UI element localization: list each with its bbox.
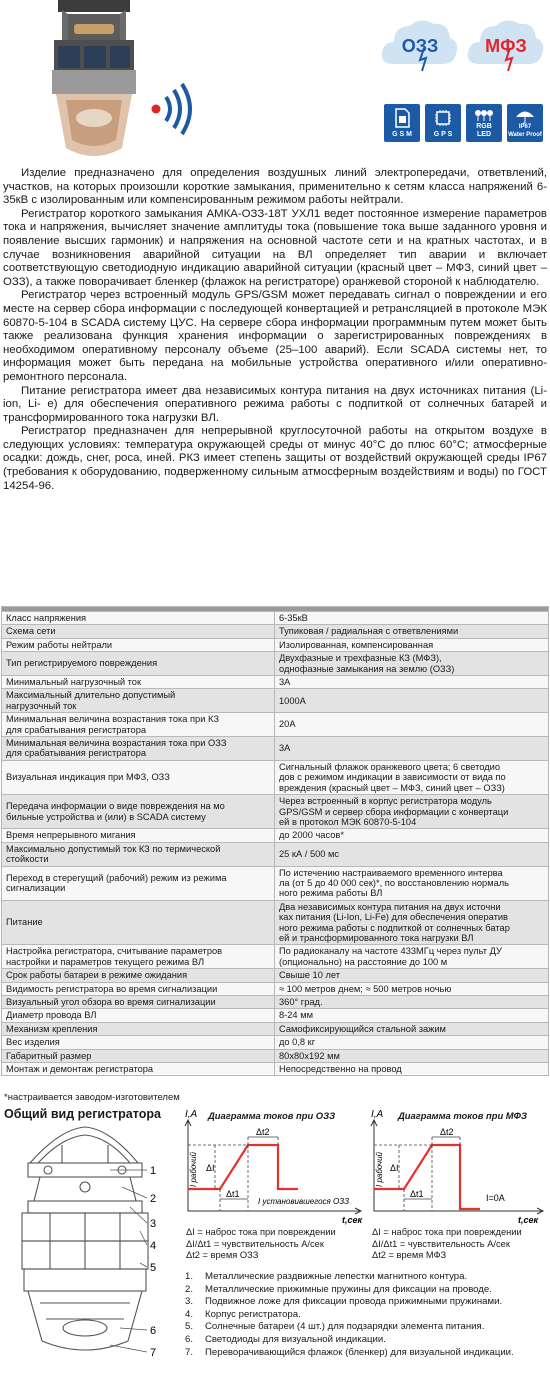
footnote: *настраивается заводом-изготовителем <box>4 1092 180 1103</box>
registrator-drawing <box>0 1123 180 1373</box>
spec-value: Непосредственно на провод <box>275 1063 549 1076</box>
part-text: Переворачивающийся флажок (бленкер) для визуальной индикации. <box>205 1346 514 1358</box>
badge-ozz-label: ОЗЗ <box>401 36 439 56</box>
table-row <box>2 982 549 995</box>
spec-parameter: Визуальный угол обзора во время сигнализации <box>2 996 275 1009</box>
diagram-mfz-dt1: Δt1 <box>410 1189 424 1199</box>
spec-value: 25 кА / 500 мс <box>275 842 549 866</box>
part-number: 3. <box>185 1296 194 1308</box>
table-row <box>2 625 549 638</box>
callout-1: 1 <box>150 1165 157 1177</box>
spec-value: Свыше 10 лет <box>275 969 549 982</box>
table-row <box>2 969 549 982</box>
table-row <box>2 996 549 1009</box>
spec-parameter: Механизм крепления <box>2 1022 275 1035</box>
part-number: 2. <box>185 1283 194 1295</box>
spec-parameter: Передача информации о виде повреждения на мо бильные устройства и (или) в SCADA систему <box>2 795 275 829</box>
diagram-mfz-zero-label: I=0А <box>486 1193 505 1203</box>
spec-value: Самофиксирующийся стальной зажим <box>275 1022 549 1035</box>
diagram-ozz-x-axis: t,сек <box>342 1215 363 1225</box>
spec-parameter: Время непрерывного мигания <box>2 829 275 842</box>
callout-7: 7 <box>150 1347 157 1359</box>
spec-value: 360° град. <box>275 996 549 1009</box>
paragraph: Изделие предназначено для определения воздушных линий электропередачи, ответвлений, участков, на которых произошли короткие замыкания, применительно к сетям класса напряжений 6-35кВ с изолированным или компенсированным режимом работы нейтрали. <box>3 167 547 207</box>
part-text: Металлические раздвижные лепестки магнитного контура. <box>205 1271 468 1282</box>
spec-value: до 2000 часов* <box>275 829 549 842</box>
table-row <box>2 760 549 794</box>
spec-value: 8-24 мм <box>275 1009 549 1022</box>
diagram-ozz-steady-label: I установившегося ОЗЗ <box>258 1197 350 1206</box>
spec-table <box>1 606 549 1076</box>
paragraph: Регистратор через встроенный модуль GPS/GSM может передавать сигнал о повреждении и его месте на сервер сбора информации с последующей конвертацией и ретрансляцией в протоколе МЭК 60870-5-104 в SCADA систему ЦУС. На сервере сбора информации программным путем может быть также реализована функция хранения информации о зарегистрированных повреждениях в необходимом оперативному персоналу объеме (25–100 аварий). Если SCADA системы нет, то информация может быть передана на мобильные устройства оперативного и/или оперативно-ремонтного персонала. <box>3 289 547 383</box>
spec-value: Сигнальный флажок оранжевого цвета; 6 светодио дов с режимом индикации в зависимости от вида по вреждения (красный цвет – МФЗ, синий цвет – ОЗЗ) <box>275 760 549 794</box>
diagram-mfz-dI: ΔI <box>390 1163 399 1173</box>
part-number: 7. <box>185 1346 194 1358</box>
callout-4: 4 <box>150 1240 157 1252</box>
spec-value: до 0,8 кг <box>275 1036 549 1049</box>
spec-parameter: Питание <box>2 900 275 945</box>
diagram-mfz-dt2: Δt2 <box>440 1127 454 1137</box>
hero-section <box>0 0 550 165</box>
list-item <box>185 1347 547 1360</box>
sim-card-icon <box>392 108 412 128</box>
part-number: 6. <box>185 1333 194 1345</box>
legend-item: ΔI/Δt1 = чувствительность А/сек <box>186 1238 324 1249</box>
diagram-ozz-y-axis: I,А <box>185 1109 198 1120</box>
feature-gsm-label: G S M <box>392 131 412 138</box>
spec-value: 1000А <box>275 689 549 713</box>
table-row <box>2 737 549 761</box>
badge-mfz <box>466 14 546 72</box>
spec-parameter: Вес изделия <box>2 1036 275 1049</box>
legend-item: Δt2 = время ОЗЗ <box>186 1250 259 1260</box>
part-text: Корпус регистратора. <box>205 1308 301 1320</box>
diagram-ozz-y-label: I рабочий <box>189 1152 198 1187</box>
spec-value: Два независимых контура питания на двух источни ках питания (Li-Ion, Li-Fe) для обеспечения оператив ного режима работы с подпиткой от солнечных батар ей и трансформированного тока нагрузки ВЛ <box>275 900 549 945</box>
table-row <box>2 945 549 969</box>
parts-list <box>185 1271 547 1359</box>
table-row <box>2 795 549 829</box>
feature-led-label: RGB LED <box>476 123 492 138</box>
general-view-title: Общий вид регистратора <box>4 1107 161 1121</box>
spec-parameter: Минимальная величина возрастания тока при КЗ для срабатывания регистратора <box>2 713 275 737</box>
diagram-ozz-dt2: Δt2 <box>256 1127 270 1137</box>
part-text: Солнечные батареи (4 шт.) для подзарядки элемента питания. <box>205 1321 485 1333</box>
table-row <box>2 842 549 866</box>
legend-item: Δt2 = время МФЗ <box>372 1250 447 1260</box>
table-row <box>2 1009 549 1022</box>
feature-gsm <box>384 104 420 142</box>
diagram-mfz-y-label: I рабочий <box>375 1152 384 1187</box>
spec-value: Через встроенный в корпус регистратора модуль GPS/GSM и сервер сбора информации с конвертаци ей в протокол МЭК 60870-5-104 <box>275 795 549 829</box>
table-row <box>2 1049 549 1062</box>
legend-item: ΔI/Δt1 = чувствительность А/сек <box>372 1238 510 1249</box>
spec-parameter: Минимальный нагрузочный ток <box>2 676 275 689</box>
diagram-mfz <box>368 1107 548 1269</box>
spec-parameter: Монтаж и демонтаж регистратора <box>2 1063 275 1076</box>
badge-mfz-label: МФЗ <box>485 36 527 56</box>
table-row <box>2 900 549 945</box>
part-text: Металлические прижимные пружины для фиксации на проводе. <box>205 1283 492 1295</box>
diagram-ozz-dI: ΔI <box>206 1163 215 1173</box>
paragraph: Регистратор короткого замыкания АМКА-ОЗЗ-18Т УХЛ1 ведет постоянное измерение параметров тока и напряжения, вычисляет значение амплитуды тока (повышение тока выше заданного уровня и появление высших гармоник) и напряжения на основной частоте сети и на кратных частотах, и в случае возникновения аварийной ситуации на ВЛ определяет тип аварии и включает соответствующую светодиодную индикацию аварийной ситуации (красный цвет – МФЗ, синий цвет – ОЗЗ), а также поворачивает бленкер (флажок на регистраторе) оранжевой стороной к наблюдателю. <box>3 207 547 288</box>
feature-icons <box>384 104 543 142</box>
device-photo <box>44 0 144 165</box>
part-text: Подвижное ложе для фиксации провода прижимными пружинами. <box>205 1296 503 1308</box>
list-item <box>185 1296 547 1309</box>
spec-parameter: Видимость регистратора во время сигнализации <box>2 982 275 995</box>
badge-ozz <box>380 14 460 72</box>
list-item <box>185 1334 547 1347</box>
table-row <box>2 652 549 676</box>
spec-parameter: Визуальная индикация при МФЗ, ОЗЗ <box>2 760 275 794</box>
table-row <box>2 689 549 713</box>
table-row <box>2 829 549 842</box>
spec-value: Тупиковая / радиальная с ответвлениями <box>275 625 549 638</box>
feature-waterproof-label: IP67 Water Proof <box>508 124 542 138</box>
table-row <box>2 1063 549 1076</box>
legend-item: ΔI = наброс тока при повреждении <box>372 1227 522 1237</box>
spec-parameter: Минимальная величина возрастания тока при ОЗЗ для срабатывания регистратора <box>2 737 275 761</box>
spec-parameter: Класс напряжения <box>2 612 275 625</box>
spec-parameter: Переход в стерегущий (рабочий) режим из режима сигнализации <box>2 866 275 900</box>
list-item <box>185 1284 547 1297</box>
spec-value: 3А <box>275 737 549 761</box>
table-row <box>2 1036 549 1049</box>
feature-gps-label: G P S <box>433 131 453 138</box>
diagram-mfz-x-axis: t,сек <box>518 1215 539 1225</box>
waterproof-icon <box>515 108 535 124</box>
spec-parameter: Габаритный размер <box>2 1049 275 1062</box>
callout-5: 5 <box>150 1262 157 1274</box>
paragraph: Питание регистратора имеет два независимых контура питания на двух источниках питания (Li-ion, Li- e) для обеспечения оперативного режима работы с подпиткой от солнечных батарей и трансформированного тока нагрузки ВЛ. <box>3 384 547 424</box>
gps-chip-icon <box>433 108 453 128</box>
spec-parameter: Диаметр провода ВЛ <box>2 1009 275 1022</box>
diagram-ozz-legend <box>186 1227 336 1262</box>
paragraph: Регистратор предназначен для непрерывной круглосуточной работы на открытом воздухе в следующих условиях: температура окружающей среды от минус 40°С до плюс 60°С; атмосферные осадки: дождь, снег, роса, иней. РКЗ имеет степень защиты от воздействий окружающей среды IP67 (требования к оборудованию, подверженному сильным атмосферным воздействиям и воды) по ГОСТ 14254-96. <box>3 425 547 492</box>
callout-3: 3 <box>150 1218 157 1230</box>
diagram-mfz-legend <box>372 1227 522 1262</box>
spec-value: ≈ 100 метров днем; ≈ 500 метров ночью <box>275 982 549 995</box>
spec-value: 3А <box>275 676 549 689</box>
spec-parameter: Тип регистрируемого повреждения <box>2 652 275 676</box>
spec-value: 20А <box>275 713 549 737</box>
spec-parameter: Режим работы нейтрали <box>2 638 275 651</box>
diagram-mfz-y-axis: I,А <box>371 1109 384 1120</box>
wireless-signal-icon <box>148 82 200 136</box>
spec-value: 80х80х192 мм <box>275 1049 549 1062</box>
callout-6: 6 <box>150 1325 157 1337</box>
part-number: 1. <box>185 1271 194 1282</box>
list-item <box>185 1321 547 1334</box>
part-text: Светодиоды для визуальной индикации. <box>205 1333 386 1345</box>
feature-led <box>466 104 502 142</box>
spec-value: По истечению настраиваемого временного интерва ла (от 5 до 40 000 сек)*, по восстановлению нормаль ного режима работы ВЛ <box>275 866 549 900</box>
table-row <box>2 638 549 651</box>
led-icon <box>474 108 494 122</box>
table-row <box>2 713 549 737</box>
legend-item: ΔI = наброс тока при повреждении <box>186 1227 336 1237</box>
spec-parameter: Настройка регистратора, считывание параметров настройки и параметров текущего режима ВЛ <box>2 945 275 969</box>
spec-parameter: Максимальный длительно допустимый нагрузочный ток <box>2 689 275 713</box>
spec-value: Изолированная, компенсированная <box>275 638 549 651</box>
description <box>3 167 547 493</box>
spec-value: Двухфазные и трехфазные КЗ (МФЗ), однофазные замыкания на землю (ОЗЗ) <box>275 652 549 676</box>
diagram-ozz <box>182 1107 367 1269</box>
feature-waterproof <box>507 104 543 142</box>
part-number: 5. <box>185 1321 194 1333</box>
callout-2: 2 <box>150 1193 157 1205</box>
part-number: 4. <box>185 1308 194 1320</box>
spec-value: По радиоканалу на частоте 433МГц через пульт ДУ (опционально) на расстояние до 100 м <box>275 945 549 969</box>
spec-parameter: Срок работы батареи в режиме ожидания <box>2 969 275 982</box>
spec-parameter: Схема сети <box>2 625 275 638</box>
diagram-ozz-dt1: Δt1 <box>226 1189 240 1199</box>
spec-parameter: Максимально допустимый ток КЗ по термической стойкости <box>2 842 275 866</box>
list-item <box>185 1271 547 1284</box>
feature-gps <box>425 104 461 142</box>
diagram-ozz-title: Диаграмма токов при ОЗЗ <box>208 1110 336 1121</box>
table-row <box>2 612 549 625</box>
spec-value: 6-35кВ <box>275 612 549 625</box>
table-row <box>2 676 549 689</box>
table-row <box>2 1022 549 1035</box>
list-item <box>185 1309 547 1322</box>
table-row <box>2 866 549 900</box>
diagram-mfz-title: Диаграмма токов при МФЗ <box>398 1110 527 1121</box>
